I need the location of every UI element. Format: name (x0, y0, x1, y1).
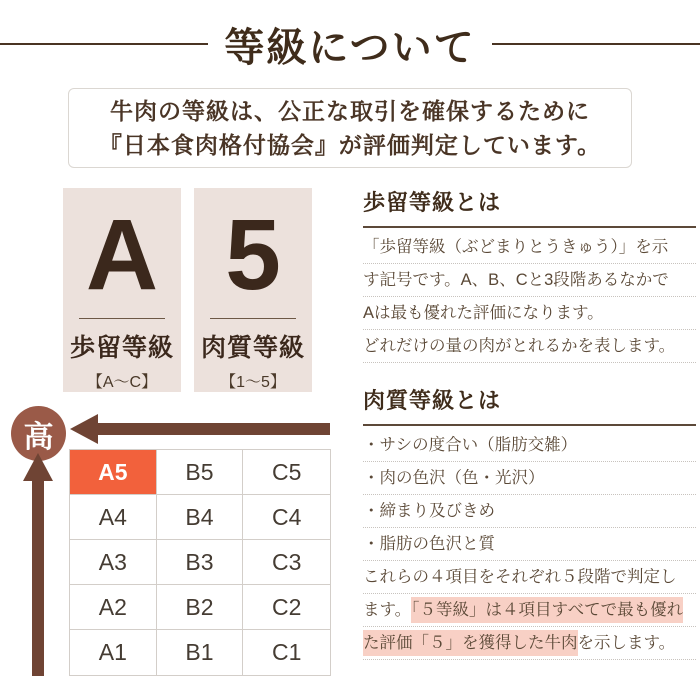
grade-cell-b5: B5 (157, 450, 244, 495)
arrow-left-icon (70, 414, 98, 444)
quality-grade-section (363, 384, 696, 660)
high-label: 高 (23, 420, 54, 454)
grade-cell-c4: C4 (243, 495, 330, 540)
yield-section-heading: 歩留等級とは (363, 186, 696, 228)
grade-cell-c1: C1 (243, 630, 330, 675)
yield-grade-label: 歩留等級 (69, 334, 174, 362)
grade-cell-a3: A3 (70, 540, 157, 585)
yield-grade-letter: A (85, 199, 159, 311)
title-rule-left (0, 43, 208, 45)
arrow-left-shaft (96, 423, 330, 435)
plain-text: ます。 (363, 601, 412, 619)
quality-grade-number: 5 (225, 199, 281, 311)
explanation-column (363, 186, 696, 660)
grade-cell-a4: A4 (70, 495, 157, 540)
yield-description-line: す記号です。A、B、Cと3段階あるなかで (363, 264, 696, 297)
quality-criteria-item: ・脂肪の色沢と質 (363, 528, 696, 561)
arrow-up-shaft (32, 479, 44, 676)
yield-description-line: どれだけの量の肉がとれるかを表します。 (363, 330, 696, 363)
quality-summary-line (363, 594, 696, 627)
arrow-up-icon (23, 453, 53, 481)
plain-text: これらの４項目をそれぞれ５段階で判定し (363, 568, 677, 586)
yield-section-body (363, 231, 696, 363)
card-divider (210, 318, 296, 319)
quality-section-heading: 肉質等級とは (363, 384, 696, 426)
quality-summary-line (363, 627, 696, 660)
quality-criteria-list (363, 429, 696, 561)
quality-criteria-item: ・サシの度合い（脂肪交雑） (363, 429, 696, 462)
grade-cell-c5: C5 (243, 450, 330, 495)
grade-cell-b1: B1 (157, 630, 244, 675)
page-title: 等級について (224, 25, 476, 70)
grade-cell-a2: A2 (70, 585, 157, 630)
quality-criteria-item: ・締まり及びきめ (363, 495, 696, 528)
yield-grade-range: 【A～C】 (86, 374, 158, 391)
yield-grade-card (63, 188, 181, 392)
quality-summary (363, 561, 696, 660)
quality-grade-card (194, 188, 312, 392)
grade-cell-b3: B3 (157, 540, 244, 585)
grade-matrix-table (69, 449, 331, 676)
intro-box (68, 88, 632, 168)
grade-cell-b2: B2 (157, 585, 244, 630)
yield-description-line: Aは最も優れた評価になります。 (363, 297, 696, 330)
card-divider (79, 318, 165, 319)
plain-text: を示します。 (577, 634, 676, 652)
grade-cell-c2: C2 (243, 585, 330, 630)
highlighted-text: 「５等級」は４項目すべてで最も優れ (411, 597, 683, 623)
quality-criteria-item: ・肉の色沢（色・光沢） (363, 462, 696, 495)
page-header (0, 18, 700, 70)
quality-grade-range: 【1～5】 (220, 374, 286, 391)
yield-description-line: 「歩留等級（ぶどまりとうきゅう）」を示 (363, 231, 696, 264)
grade-cell-a5: A5 (70, 450, 157, 495)
title-rule-right (492, 43, 700, 45)
quality-grade-label: 肉質等級 (200, 334, 305, 362)
grade-cell-b4: B4 (157, 495, 244, 540)
intro-line-2: 『日本食肉格付協会』が評価判定しています。 (98, 132, 602, 158)
quality-summary-line (363, 561, 696, 594)
grade-cell-c3: C3 (243, 540, 330, 585)
yield-grade-section (363, 186, 696, 363)
grade-cell-a1: A1 (70, 630, 157, 675)
highlighted-text: た評価「５」を獲得した牛肉 (363, 630, 578, 656)
intro-line-1: 牛肉の等級は、公正な取引を確保するために (110, 98, 590, 124)
